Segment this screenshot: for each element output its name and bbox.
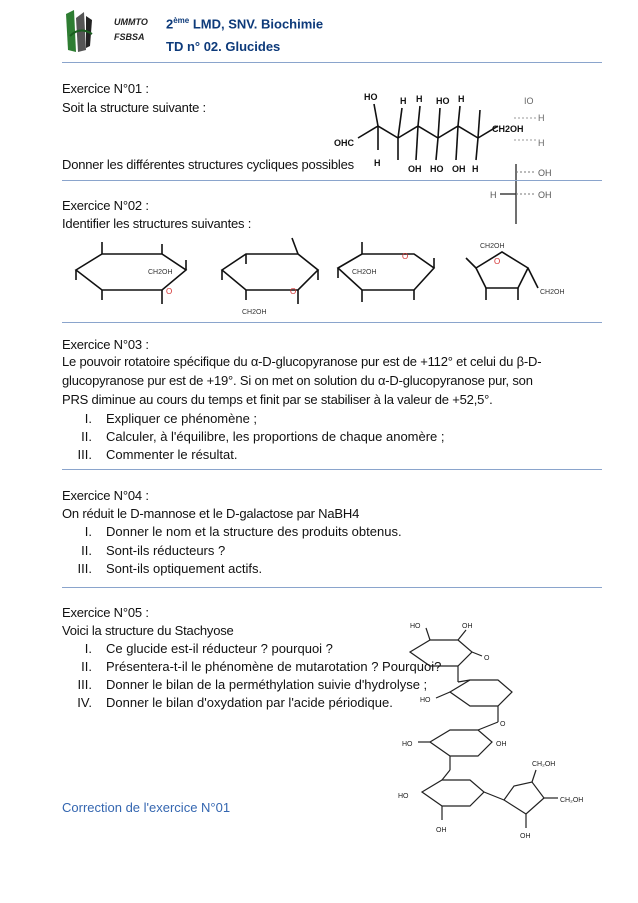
exercise-4-item: II. Sont-ils réducteurs ? bbox=[81, 543, 226, 558]
fischer-fragment bbox=[488, 164, 578, 228]
label-h-1: H bbox=[400, 96, 407, 106]
exercise-3-line-2: glucopyranose pur est de +19°. Si on met on solution du α-D-glucopyranose pur, son bbox=[62, 373, 533, 388]
exercise-4-statement: On réduit le D-mannose et le D-galactose par NaBH4 bbox=[62, 506, 360, 521]
exercise-5-item: IV. Donner le bilan d'oxydation par l'acide périodique. bbox=[77, 695, 393, 710]
label-ch2oh: CH2OH bbox=[492, 124, 524, 134]
fischer-h: H bbox=[490, 190, 497, 200]
stach-oh-3: OH bbox=[436, 827, 447, 834]
logo-graphic bbox=[60, 6, 156, 56]
exercise-3-item: II. Calculer, à l'équilibre, les proportions de chaque anomère ; bbox=[81, 429, 445, 444]
fischer-oh-1: OH bbox=[538, 168, 552, 178]
stach-ch2oh-1: CH₂OH bbox=[532, 761, 556, 768]
ring3-ch2oh: CH2OH bbox=[352, 269, 377, 276]
stach-o-1: O bbox=[484, 655, 490, 662]
label-ohc: OHC bbox=[334, 138, 354, 148]
correction-heading: Correction de l'exercice N°01 bbox=[62, 800, 231, 815]
label-ho-3: HO bbox=[430, 164, 444, 174]
exercise-1-statement: Soit la structure suivante : bbox=[62, 100, 206, 115]
stach-o-2: O bbox=[500, 721, 506, 728]
ring2-o: O bbox=[290, 287, 297, 296]
university-logo bbox=[60, 6, 156, 56]
label-ho-2: HO bbox=[436, 96, 450, 106]
logo-line-2: FSBSA bbox=[114, 32, 145, 42]
stach-ho-1: HO bbox=[410, 623, 421, 630]
exercise-1-title: Exercice N°01 : bbox=[62, 81, 149, 96]
logo-line-1: UMMTO bbox=[114, 17, 148, 27]
label-o-faint: IO bbox=[524, 96, 534, 106]
exercise-3-item: III. Commenter le résultat. bbox=[77, 447, 238, 462]
stach-oh-2: OH bbox=[496, 741, 507, 748]
ring1-o: O bbox=[166, 287, 173, 296]
divider bbox=[62, 587, 602, 588]
exercise-5-item: I. Ce glucide est-il réducteur ? pourquoi ? bbox=[84, 641, 333, 656]
ring1-ch2oh: CH2OH bbox=[148, 269, 173, 276]
exercise-3-line-3: PRS diminue au cours du temps et finit par se stabiliser à la valeur de +52,5°. bbox=[62, 392, 493, 407]
label-h-2: H bbox=[416, 94, 423, 104]
ring4-ch2oh-2: CH2OH bbox=[540, 289, 565, 296]
exercise-5-statement: Voici la structure du Stachyose bbox=[62, 623, 234, 638]
exercise-4-title: Exercice N°04 : bbox=[62, 488, 149, 503]
stach-ch2oh-2: CH₂OH bbox=[560, 797, 584, 804]
label-h-3: H bbox=[458, 94, 465, 104]
exercise-2-title: Exercice N°02 : bbox=[62, 198, 149, 213]
ring3-o: O bbox=[402, 252, 409, 261]
label-oh-2: OH bbox=[452, 164, 466, 174]
divider bbox=[62, 62, 602, 63]
divider bbox=[62, 322, 602, 323]
stach-oh-4: OH bbox=[520, 833, 531, 840]
exercise-5-item: II. Présentera-t-il le phénomène de mutarotation ? Pourquoi? bbox=[81, 659, 442, 674]
exercise-5-title: Exercice N°05 : bbox=[62, 605, 149, 620]
label-oh-1: OH bbox=[408, 164, 422, 174]
exercise-4-item: III. Sont-ils optiquement actifs. bbox=[77, 561, 263, 576]
ring2-ch2oh: CH2OH bbox=[242, 309, 267, 316]
exercise-4-item: I. Donner le nom et la structure des produits obtenus. bbox=[84, 524, 402, 539]
label-h-4: H bbox=[374, 158, 381, 168]
exercise-5-item: III. Donner le bilan de la perméthylation suivie d'hydrolyse ; bbox=[77, 677, 428, 692]
label-ho-1: HO bbox=[364, 92, 378, 102]
fischer-oh-2: OH bbox=[538, 190, 552, 200]
ring4-o: O bbox=[494, 257, 501, 266]
label-h-faint-2: H bbox=[538, 138, 545, 148]
divider bbox=[62, 180, 602, 181]
stachyose-structure bbox=[396, 622, 592, 852]
stach-ho-3: HO bbox=[402, 741, 413, 748]
exercise-3-line-1: Le pouvoir rotatoire spécifique du α-D-glucopyranose pur est de +112° et celui du β-D- bbox=[62, 354, 542, 369]
exercise-2-statement: Identifier les structures suivantes : bbox=[62, 216, 252, 231]
exercise-3-title: Exercice N°03 : bbox=[62, 337, 149, 352]
stach-oh-1: OH bbox=[462, 623, 473, 630]
divider bbox=[62, 469, 602, 470]
ring-structures bbox=[62, 234, 576, 316]
ring4-ch2oh-1: CH2OH bbox=[480, 243, 505, 250]
exercise-3-item: I. Expliquer ce phénomène ; bbox=[84, 411, 258, 426]
label-h-faint-1: H bbox=[538, 113, 545, 123]
page-subtitle: TD n° 02. Glucides bbox=[166, 39, 281, 54]
course-level: 2ème LMD, SNV. Biochimie bbox=[166, 16, 324, 32]
stach-ho-4: HO bbox=[398, 793, 409, 800]
stach-ho-2: HO bbox=[420, 697, 431, 704]
label-h-5: H bbox=[472, 164, 479, 174]
exercise-1-question: Donner les différentes structures cycliques possibles bbox=[62, 157, 354, 172]
